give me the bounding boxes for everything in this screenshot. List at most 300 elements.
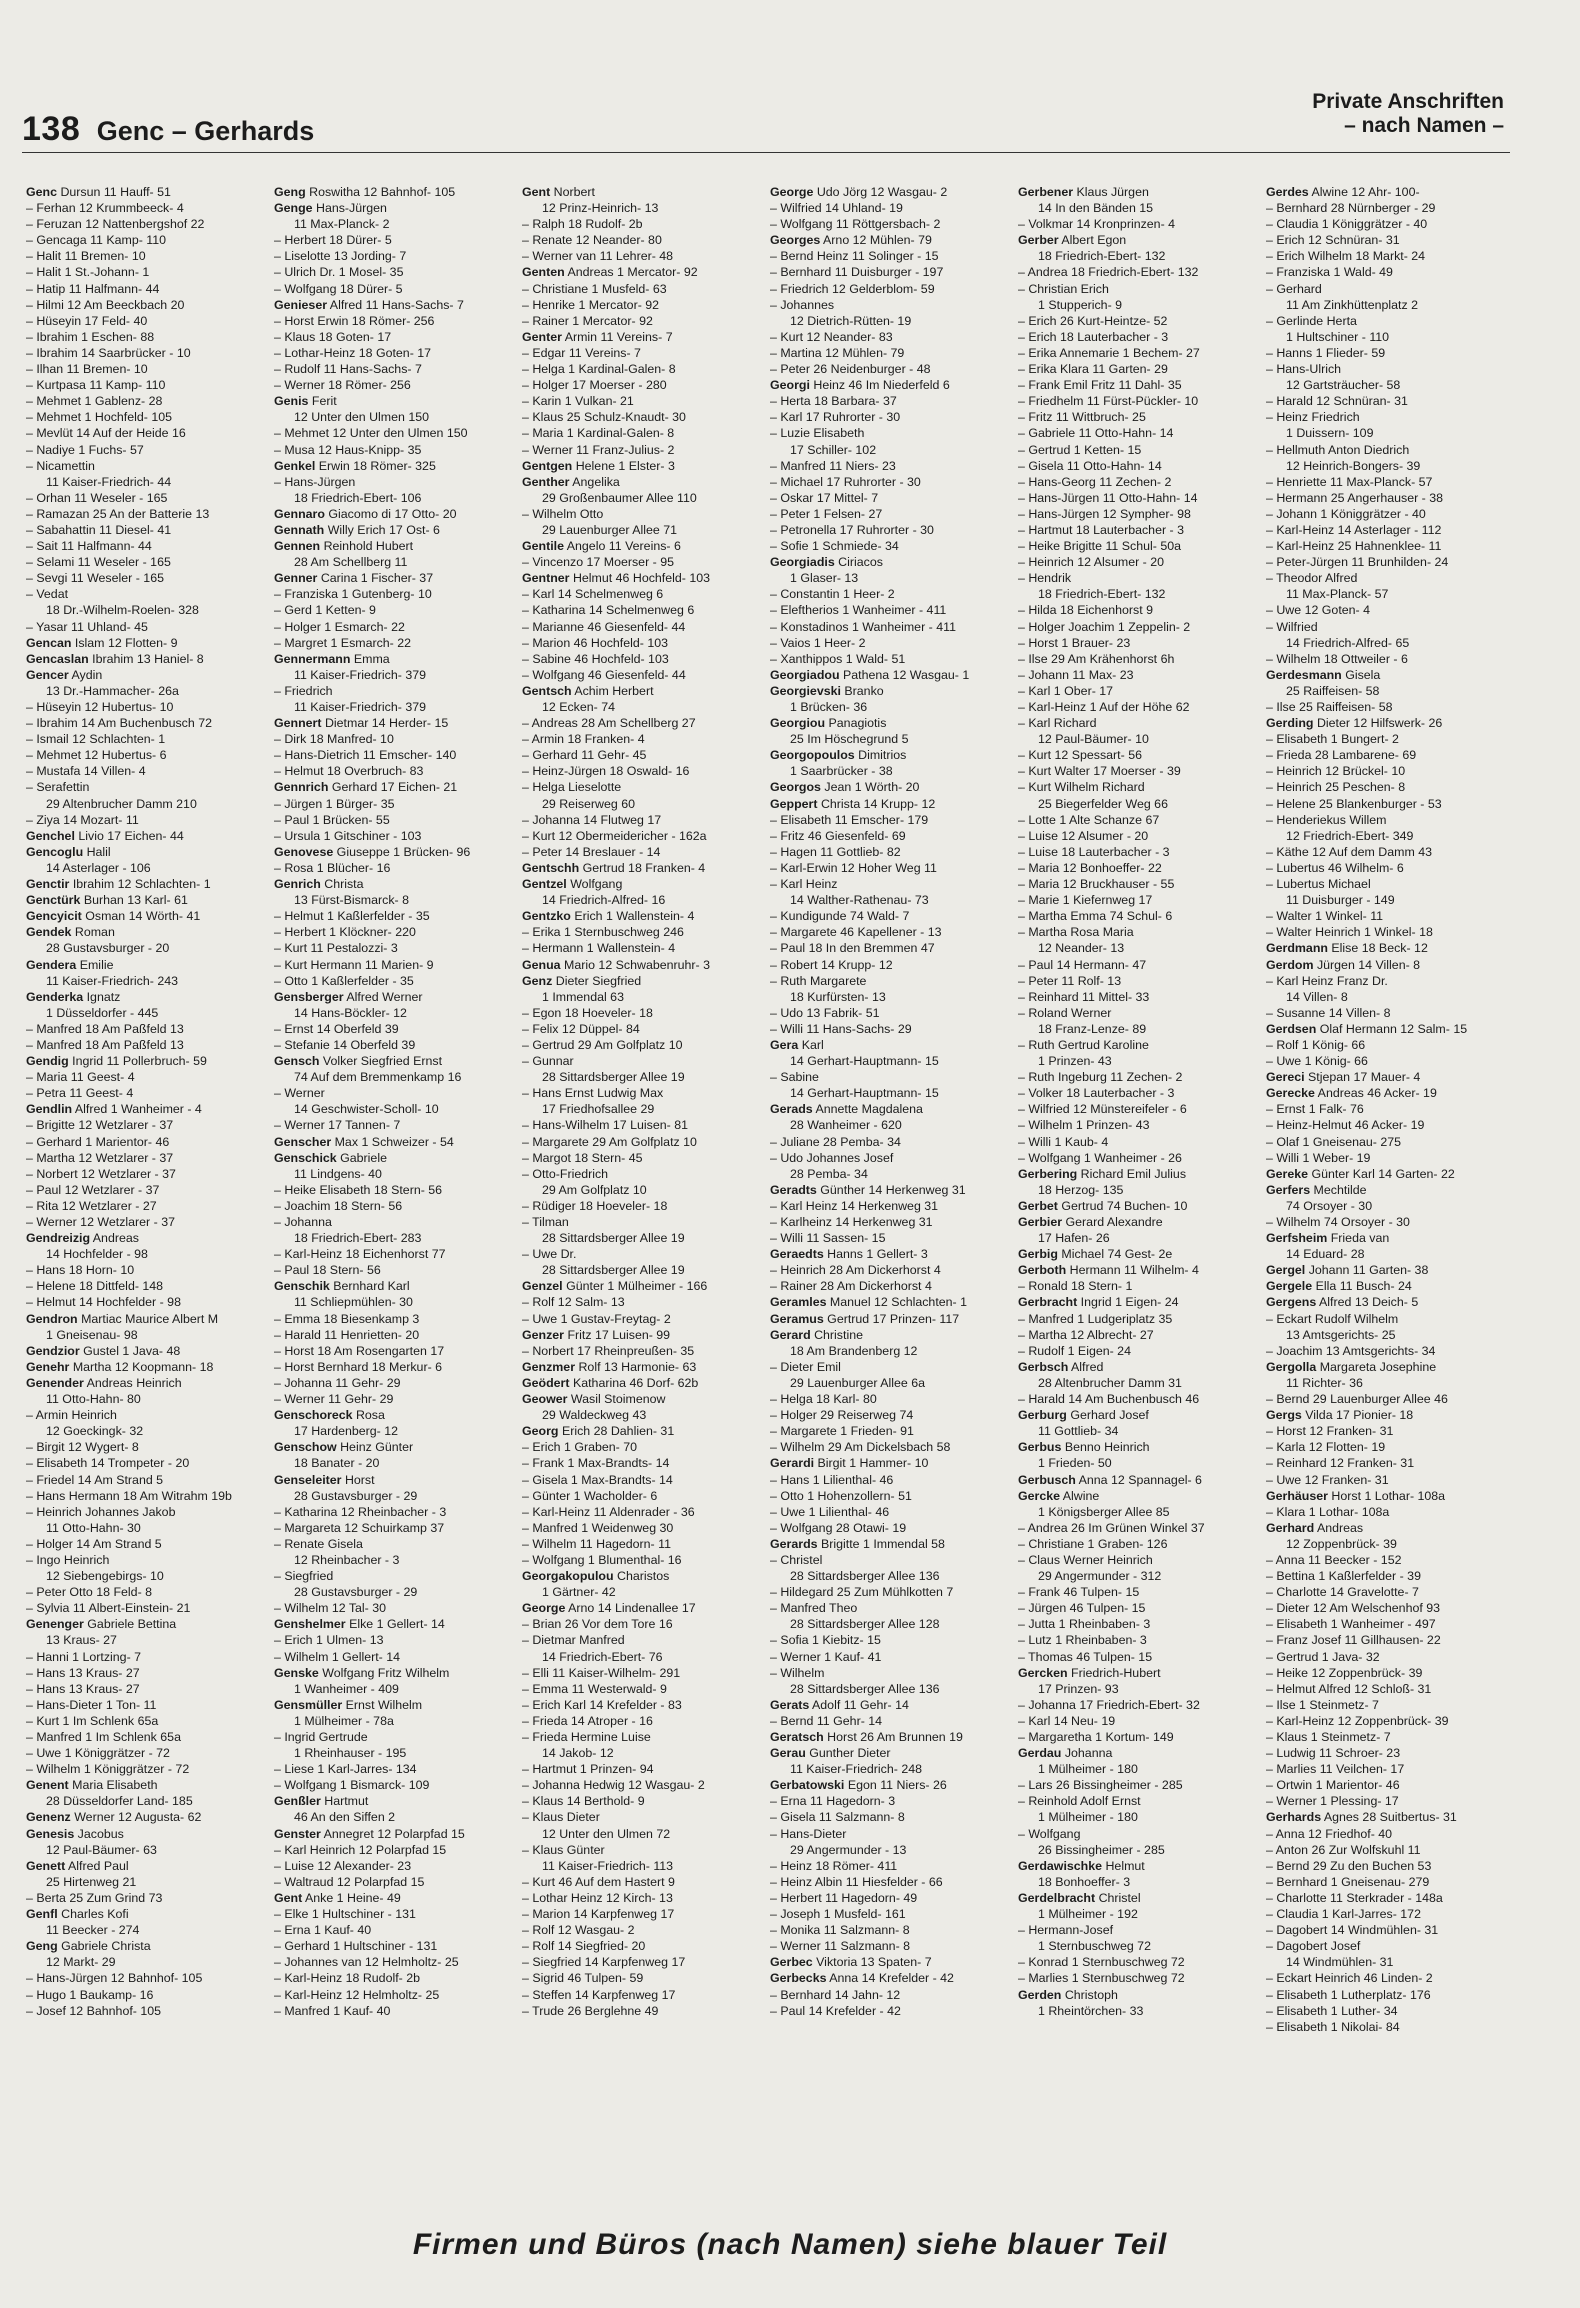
directory-entry [522, 1117, 762, 1133]
entry-text: – Gerhard [1266, 281, 1322, 296]
directory-entry [522, 1761, 762, 1777]
entry-text: – Werner 18 Römer- 256 [274, 378, 411, 393]
directory-entry [274, 1327, 514, 1343]
entry-text: – Thomas 46 Tulpen- 15 [1018, 1649, 1153, 1664]
directory-entry [770, 377, 1010, 393]
entry-text: – Karl Heinz 14 Herkenweg 31 [770, 1198, 939, 1213]
directory-entry [522, 1150, 762, 1166]
entry-surname: Geratsch [770, 1730, 824, 1744]
entry-surname: Gentzko [522, 909, 571, 924]
entry-text: – Erika Klara 11 Garten- 29 [1018, 362, 1168, 377]
directory-entry [274, 1423, 514, 1439]
entry-text: – Hans-Dietrich 11 Emscher- 140 [274, 748, 457, 763]
directory-entry [1266, 779, 1506, 795]
directory-entry [1018, 1294, 1258, 1310]
directory-entry [522, 747, 762, 763]
directory-entry [770, 1134, 1010, 1150]
directory-entry [522, 1568, 762, 1584]
entry-text: – Elisabeth 14 Trompeter - 20 [26, 1456, 190, 1471]
directory-entry [1018, 1793, 1258, 1809]
entry-text: – Jürgen 1 Bürger- 35 [274, 796, 395, 811]
entry-text: Viktoria 13 Spaten- 7 [812, 1955, 932, 1970]
entry-text: – Dietmar Manfred [522, 1633, 625, 1648]
directory-entry [522, 458, 762, 474]
directory-entry [770, 1922, 1010, 1938]
directory-entry [1018, 747, 1258, 763]
entry-text: Hermann 11 Wilhelm- 4 [1066, 1263, 1199, 1278]
entry-text: – Elisabeth 1 Wanheimer - 497 [1266, 1617, 1436, 1632]
directory-entry [274, 506, 514, 522]
entry-text: – Otto 1 Hohenzollern- 51 [770, 1488, 912, 1503]
entry-surname: Gerdelbracht [1018, 1890, 1096, 1905]
entry-text: – Selami 11 Weseler - 165 [26, 555, 171, 570]
directory-entry [1018, 1311, 1258, 1327]
entry-text: 13 Dr.-Hammacher- 26a [46, 683, 179, 698]
directory-entry [1018, 1134, 1258, 1150]
entry-text: – Claudia 1 Karl-Jarres- 172 [1266, 1907, 1421, 1922]
entry-text: 14 Friedrich-Alfred- 65 [1286, 635, 1410, 650]
entry-surname: Geradts [770, 1182, 817, 1197]
directory-entry [26, 1327, 266, 1343]
entry-surname: Gerbsch [1018, 1359, 1069, 1374]
directory-entry [522, 313, 762, 329]
directory-entry [26, 1568, 266, 1584]
directory-entry [1266, 1568, 1506, 1584]
directory-entry [26, 1697, 266, 1713]
directory-entry [26, 522, 266, 538]
entry-surname: Gendreizig [26, 1231, 91, 1246]
directory-entry [1266, 1053, 1506, 1069]
directory-entry [26, 1294, 266, 1310]
entry-text: 12 Zoppenbrück- 39 [1286, 1536, 1397, 1551]
entry-text: – Margarete 46 Kapellener - 13 [770, 925, 942, 940]
entry-text: – Joachim 13 Amtsgerichts- 34 [1266, 1343, 1436, 1358]
directory-entry [1266, 1938, 1506, 1954]
entry-surname: Georgiou [770, 716, 826, 731]
entry-text: – Ruth Gertrud Karoline [1018, 1037, 1149, 1052]
entry-text: Margareta Josephine [1316, 1359, 1437, 1374]
directory-column-1 [26, 184, 266, 2174]
directory-entry [26, 892, 266, 908]
directory-entry [1018, 860, 1258, 876]
directory-entry [770, 264, 1010, 280]
entry-text: – Anna 11 Beecker - 152 [1266, 1552, 1402, 1567]
directory-entry [522, 1552, 762, 1568]
entry-surname: Genseleiter [274, 1472, 342, 1487]
directory-entry [1018, 538, 1258, 554]
entry-text: – Gertrud 1 Ketten- 15 [1018, 442, 1142, 457]
directory-entry [522, 860, 762, 876]
entry-text: 14 Gerhart-Hauptmann- 15 [790, 1086, 939, 1101]
directory-entry [770, 522, 1010, 538]
directory-entry [274, 538, 514, 554]
entry-surname: Genenz [26, 1810, 71, 1825]
entry-text: – Herta 18 Barbara- 37 [770, 394, 897, 409]
entry-text: – Luise 18 Lauterbacher - 3 [1018, 844, 1170, 859]
entry-text: – Christel [770, 1552, 823, 1567]
directory-entry [26, 1230, 266, 1246]
directory-entry [770, 1278, 1010, 1294]
directory-entry [274, 747, 514, 763]
entry-text: Katharina 46 Dorf- 62b [569, 1375, 699, 1390]
directory-entry [522, 297, 762, 313]
directory-entry [26, 651, 266, 667]
directory-entry [770, 1761, 1010, 1777]
entry-surname: Gerfers [1266, 1182, 1311, 1197]
directory-entry [770, 683, 1010, 699]
entry-text: – Marianne 46 Giesenfeld- 44 [522, 619, 686, 634]
directory-entry [274, 1761, 514, 1777]
entry-text: – Klaus Günter [522, 1842, 605, 1857]
entry-text: – Karl-Heinz 18 Rudolf- 2b [274, 1971, 421, 1986]
entry-text: Agnes 28 Suitbertus- 31 [1321, 1810, 1457, 1825]
entry-text: Gisela [1341, 667, 1381, 682]
directory-entry [522, 715, 762, 731]
directory-entry [274, 474, 514, 490]
directory-entry [26, 1504, 266, 1520]
entry-text: Willy Erich 17 Ost- 6 [324, 522, 440, 537]
entry-text: – Wilhelm 1 Prinzen- 43 [1018, 1118, 1150, 1133]
entry-text: – Reinhard 11 Mittel- 33 [1018, 989, 1150, 1004]
entry-text: – Karl-Erwin 12 Hoher Weg 11 [770, 860, 937, 875]
entry-text: Anke 1 Heine- 49 [302, 1890, 401, 1905]
directory-entry [1018, 1085, 1258, 1101]
directory-entry [1266, 377, 1506, 393]
directory-entry [26, 1938, 266, 1954]
directory-entry [770, 1729, 1010, 1745]
directory-entry [274, 232, 514, 248]
directory-entry [522, 1584, 762, 1600]
entry-text: – Elisabeth 1 Bungert- 2 [1266, 732, 1399, 747]
directory-entry [522, 1005, 762, 1021]
directory-entry [26, 297, 266, 313]
directory-entry [522, 248, 762, 264]
entry-text: Adolf 11 Gehr- 14 [809, 1697, 909, 1712]
directory-entry [522, 1713, 762, 1729]
entry-text: – Franziska 1 Wald- 49 [1266, 265, 1393, 280]
entry-surname: Gerdesmann [1266, 667, 1342, 682]
directory-entry [1266, 957, 1506, 973]
entry-text: – Liese 1 Karl-Jarres- 134 [274, 1762, 417, 1777]
entry-text: 11 Kaiser-Friedrich- 379 [294, 667, 426, 682]
entry-surname: Genender [26, 1375, 84, 1390]
directory-entry [274, 409, 514, 425]
directory-entry [1018, 924, 1258, 940]
directory-entry [274, 1632, 514, 1648]
entry-text: – Wolfgang 1 Wanheimer - 26 [1018, 1150, 1182, 1165]
directory-entry [770, 1246, 1010, 1262]
entry-surname: Gennrich [274, 780, 329, 795]
entry-text: – Xanthippos 1 Wald- 51 [770, 651, 906, 666]
entry-text: – Wilhelm 74 Orsoyer - 30 [1266, 1215, 1410, 1229]
entry-surname: Gerber [1018, 233, 1059, 248]
directory-entry [274, 1359, 514, 1375]
directory-entry [1018, 1987, 1258, 2003]
directory-entry [1018, 1649, 1258, 1665]
directory-entry [770, 924, 1010, 940]
entry-text: – Hanns 1 Flieder- 59 [1266, 345, 1386, 360]
entry-text: – Petronella 17 Ruhrorter - 30 [770, 522, 934, 537]
directory-entry [26, 1520, 266, 1536]
entry-text: 1 Saarbrücker - 38 [790, 764, 893, 779]
directory-entry [1266, 1101, 1506, 1117]
entry-text: – Heike Elisabeth 18 Stern- 56 [274, 1182, 443, 1197]
entry-text: 12 Paul-Bäumer- 63 [46, 1842, 157, 1857]
entry-text: – Johanna 11 Gehr- 29 [274, 1375, 401, 1390]
directory-entry [26, 1970, 266, 1986]
entry-surname: Genschick [274, 1150, 337, 1165]
directory-entry [26, 232, 266, 248]
directory-entry [770, 1327, 1010, 1343]
entry-text: – Gertrud 29 Am Golfplatz 10 [522, 1037, 683, 1052]
entry-surname: Gerdmann [1266, 941, 1328, 956]
directory-entry [26, 812, 266, 828]
entry-text: Alfred [1068, 1359, 1104, 1374]
directory-entry [522, 1729, 762, 1745]
entry-text: – Marlies 11 Veilchen- 17 [1266, 1762, 1405, 1777]
directory-entry [1266, 1681, 1506, 1697]
entry-text: – Wilhelm 29 Am Dickelsbach 58 [770, 1440, 951, 1455]
directory-entry [522, 1681, 762, 1697]
entry-surname: Gennen [274, 539, 321, 554]
directory-entry [26, 1552, 266, 1568]
entry-text: – Otto 1 Kaßlerfelder - 35 [274, 973, 414, 988]
entry-surname: Gendera [26, 957, 77, 972]
directory-entry [1266, 1793, 1506, 1809]
entry-surname: Genchel [26, 828, 75, 843]
directory-entry [274, 1053, 514, 1069]
entry-text: Ella 11 Busch- 24 [1312, 1279, 1412, 1294]
directory-entry [1266, 1954, 1506, 1970]
entry-text: – Ruth Ingeburg 11 Zechen- 2 [1018, 1070, 1183, 1085]
entry-text: – Heinz Friedrich [1266, 410, 1360, 425]
entry-text: 1 Stupperich- 9 [1038, 297, 1123, 312]
entry-text: – Holger 1 Esmarch- 22 [274, 619, 405, 634]
entry-surname: Genrich [274, 877, 321, 892]
entry-text: – Mehmet 12 Hubertus- 6 [26, 748, 167, 763]
entry-text: – Hans Hermann 18 Am Witrahm 19b [26, 1488, 232, 1503]
entry-text: 11 Max-Planck- 2 [294, 217, 390, 232]
directory-entry [26, 747, 266, 763]
directory-entry [1266, 200, 1506, 216]
directory-column-5 [1018, 184, 1258, 2174]
entry-text: 28 Gustavsburger - 29 [294, 1488, 418, 1503]
directory-entry [26, 602, 266, 618]
directory-entry [522, 924, 762, 940]
entry-surname: Gennaro [274, 506, 325, 521]
directory-entry [274, 522, 514, 538]
entry-text: 29 Lauenburger Allee 71 [542, 522, 678, 537]
directory-entry [26, 940, 266, 956]
entry-text: – Willi 11 Hans-Sachs- 29 [770, 1021, 912, 1036]
directory-entry [26, 1037, 266, 1053]
directory-entry [770, 1616, 1010, 1632]
entry-text: – Lubertus Michael [1266, 877, 1371, 892]
entry-text: 14 In den Bänden 15 [1038, 201, 1154, 216]
entry-surname: Gentgen [522, 458, 573, 473]
directory-entry [522, 2003, 762, 2019]
entry-text: Frieda van [1327, 1231, 1390, 1246]
entry-text: Norbert [550, 185, 595, 199]
entry-surname: Genc [26, 185, 57, 199]
entry-text: – Bernhard 14 Jahn- 12 [770, 1987, 901, 2002]
entry-text: – Helene 18 Dittfeld- 148 [26, 1279, 164, 1294]
entry-text: Heinz 46 Im Niederfeld 6 [809, 378, 950, 393]
directory-entry [26, 1906, 266, 1922]
entry-text: – Ilse 29 Am Krähenhorst 6h [1018, 651, 1175, 666]
directory-entry [26, 844, 266, 860]
entry-text: 1 Rheinhauser - 195 [294, 1746, 407, 1761]
entry-text: – Eleftherios 1 Wanheimer - 411 [770, 603, 947, 618]
directory-entry [1018, 474, 1258, 490]
entry-text: – Frank Emil Fritz 11 Dahl- 35 [1018, 378, 1182, 393]
directory-entry [1266, 1150, 1506, 1166]
directory-entry [1018, 216, 1258, 232]
entry-text: Anna 12 Spannagel- 6 [1075, 1472, 1202, 1487]
directory-entry [274, 1568, 514, 1584]
directory-entry [522, 1632, 762, 1648]
entry-text: – Ronald 18 Stern- 1 [1018, 1279, 1133, 1294]
directory-entry [1018, 1681, 1258, 1697]
directory-entry [1266, 2019, 1506, 2035]
entry-text: 12 Markt- 29 [46, 1955, 116, 1970]
directory-entry [26, 1407, 266, 1423]
directory-entry [1018, 715, 1258, 731]
entry-text: – Holger 29 Reiserweg 74 [770, 1408, 914, 1423]
directory-entry [26, 329, 266, 345]
directory-entry [522, 1391, 762, 1407]
entry-text: – Hans-Jürgen 12 Bahnhof- 105 [26, 1971, 203, 1986]
directory-entry [1266, 989, 1506, 1005]
directory-entry [1266, 1761, 1506, 1777]
directory-entry [1266, 667, 1506, 683]
entry-text: – Birgit 12 Wygert- 8 [26, 1440, 139, 1455]
directory-entry [1266, 796, 1506, 812]
entry-text: – Anna 12 Friedhof- 40 [1266, 1826, 1393, 1841]
entry-text: – Horst 18 Am Rosengarten 17 [274, 1343, 445, 1358]
entry-text: – Rolf 1 König- 66 [1266, 1037, 1366, 1052]
directory-entry [770, 1809, 1010, 1825]
entry-text: Volker Siegfried Ernst [319, 1054, 443, 1069]
directory-entry [1018, 1697, 1258, 1713]
entry-surname: Genschow [274, 1440, 337, 1455]
entry-surname: Genshelmer [274, 1617, 346, 1632]
entry-text: Hanns 1 Gellert- 3 [823, 1247, 928, 1262]
entry-text: 17 Prinzen- 93 [1038, 1681, 1119, 1696]
entry-text: – Herbert 1 Klöckner- 220 [274, 925, 416, 940]
directory-entry [770, 812, 1010, 828]
entry-text: – Frieda 28 Lambarene- 69 [1266, 748, 1417, 763]
directory-entry [1018, 828, 1258, 844]
entry-surname: George [770, 185, 814, 199]
directory-entry [274, 184, 514, 200]
directory-entry [274, 619, 514, 635]
entry-surname: Gennermann [274, 651, 351, 666]
directory-entry [1266, 602, 1506, 618]
entry-text: – Ibrahim 1 Eschen- 88 [26, 329, 155, 344]
directory-entry [274, 570, 514, 586]
entry-text: – Marion 14 Karpfenweg 17 [522, 1907, 675, 1922]
entry-text: 28 Sittardsberger Allee 19 [542, 1231, 685, 1246]
directory-entry [1018, 506, 1258, 522]
entry-surname: Gentile [522, 539, 564, 554]
directory-entry [1266, 1359, 1506, 1375]
directory-entry [26, 474, 266, 490]
directory-entry [522, 522, 762, 538]
entry-text: – Heinrich Johannes Jakob [26, 1504, 176, 1519]
directory-entry [1266, 683, 1506, 699]
entry-text: – Hatip 11 Halfmann- 44 [26, 281, 160, 296]
directory-entry [770, 940, 1010, 956]
entry-text: – Rainer 1 Mercator- 92 [522, 313, 653, 328]
directory-entry [770, 1069, 1010, 1085]
directory-entry [770, 361, 1010, 377]
directory-entry [26, 1665, 266, 1681]
directory-entry [1018, 1536, 1258, 1552]
entry-text: – Petra 11 Geest- 4 [26, 1086, 134, 1101]
directory-entry [770, 892, 1010, 908]
directory-entry [770, 763, 1010, 779]
entry-text: – Maria 1 Kardinal-Galen- 8 [522, 426, 675, 441]
entry-text: 1 Mülheimer - 192 [1038, 1907, 1138, 1922]
directory-entry [1018, 490, 1258, 506]
directory-entry [522, 1472, 762, 1488]
entry-text: – Theodor Alfred [1266, 571, 1358, 586]
entry-text: – Manfred 18 Am Paßfeld 13 [26, 1037, 184, 1052]
entry-text: 12 Friedrich-Ebert- 349 [1286, 828, 1414, 843]
directory-entry [522, 1793, 762, 1809]
directory-entry [770, 1439, 1010, 1455]
entry-text: – Erich 1 Graben- 70 [522, 1440, 638, 1455]
entry-text: – Margarete 1 Frieden- 91 [770, 1424, 914, 1439]
directory-entry [274, 924, 514, 940]
directory-entry [1266, 554, 1506, 570]
directory-entry [770, 779, 1010, 795]
entry-text: Andreas 1 Mercator- 92 [564, 265, 698, 280]
directory-entry [26, 1343, 266, 1359]
entry-text: – Dagobert 14 Windmühlen- 31 [1266, 1923, 1439, 1938]
directory-entry [1018, 1842, 1258, 1858]
entry-text: – Rudolf 1 Eigen- 24 [1018, 1343, 1131, 1358]
entry-text: 14 Asterlager - 106 [46, 860, 151, 875]
directory-entry [770, 796, 1010, 812]
directory-entry [770, 1343, 1010, 1359]
entry-surname: Gerburg [1018, 1408, 1067, 1423]
directory-entry [274, 1117, 514, 1133]
entry-surname: Gencyicit [26, 909, 82, 924]
directory-entry [26, 1890, 266, 1906]
directory-entry [522, 329, 762, 345]
directory-entry [26, 1761, 266, 1777]
entry-text: – Franz Josef 11 Gillhausen- 22 [1266, 1633, 1441, 1648]
directory-entry [770, 1375, 1010, 1391]
entry-surname: Gerbusch [1018, 1472, 1076, 1487]
entry-text: – Peter 14 Breslauer - 14 [522, 844, 661, 859]
entry-text: Andreas Heinrich [83, 1375, 182, 1390]
directory-entry [1018, 1278, 1258, 1294]
entry-text: – Ilhan 11 Bremen- 10 [26, 362, 148, 377]
directory-entry [1018, 876, 1258, 892]
entry-text: – Hans-Georg 11 Zechen- 2 [1018, 474, 1172, 489]
directory-entry [522, 1021, 762, 1037]
entry-text: – Helmut 1 Kaßlerfelder - 35 [274, 909, 430, 924]
entry-text: – Brian 26 Vor dem Tore 16 [522, 1617, 673, 1632]
entry-text: Dietmar 14 Herder- 15 [321, 716, 449, 731]
directory-entry [1018, 1246, 1258, 1262]
directory-entry [1266, 1391, 1506, 1407]
directory-entry [770, 297, 1010, 313]
entry-surname: Genent [26, 1778, 69, 1793]
